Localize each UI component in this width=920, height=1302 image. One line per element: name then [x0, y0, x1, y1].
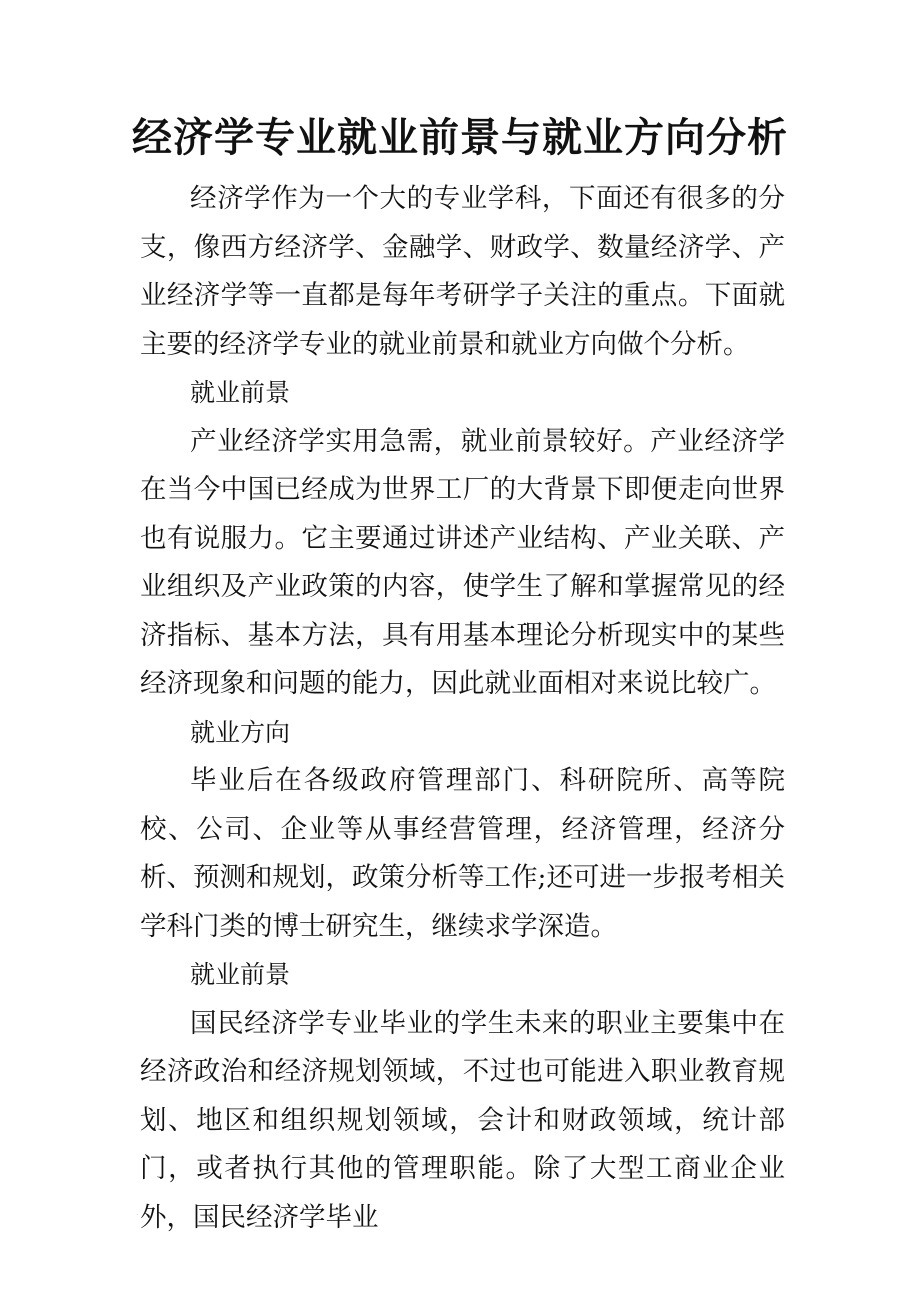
- heading-employment-direction: 就业方向: [190, 717, 291, 747]
- heading-employment-prospects: 就业前景: [190, 378, 291, 407]
- paragraph-industrial-economics: 产业经济学实用急需，就业前景较好。产业经济学在当今中国已经成为世界工厂的大背景下即便走向世界也有说服力。它主要通过讲述产业结构、产业关联、产业组织及产业政策的内容，使学生了解和掌握常见的经济指标、基本方法，具有用基本理论分析现实中的某些经济现象和问题的能力，因此就业面相对来说比较广。: [140, 425, 785, 699]
- paragraph-national-economics: 国民经济学专业毕业的学生未来的职业主要集中在经济政治和经济规划领域，不过也可能进入职业教育规划、地区和组织规划领域，会计和财政领域，统计部门，或者执行其他的管理职能。除了大型工商业企业外，国民经济学毕业: [140, 1007, 785, 1233]
- document-body: [140, 175, 785, 1242]
- paragraph-career-paths: 毕业后在各级政府管理部门、科研院所、高等院校、公司、企业等从事经营管理，经济管理，经济分析、预测和规划，政策分析等工作;还可进一步报考相关学科门类的博士研究生，继续求学深造。: [140, 765, 785, 942]
- paragraph-intro: 经济学作为一个大的专业学科，下面还有很多的分支，像西方经济学、金融学、财政学、数量经济学、产业经济学等一直都是每年考研学子关注的重点。下面就主要的经济学专业的就业前景和就业方向做个分析。: [140, 183, 785, 360]
- scan-speck: .: [136, 1208, 139, 1217]
- heading-employment-prospects-2: 就业前景: [190, 960, 291, 989]
- document-title: 经济学专业就业前景与就业方向分析: [132, 114, 788, 161]
